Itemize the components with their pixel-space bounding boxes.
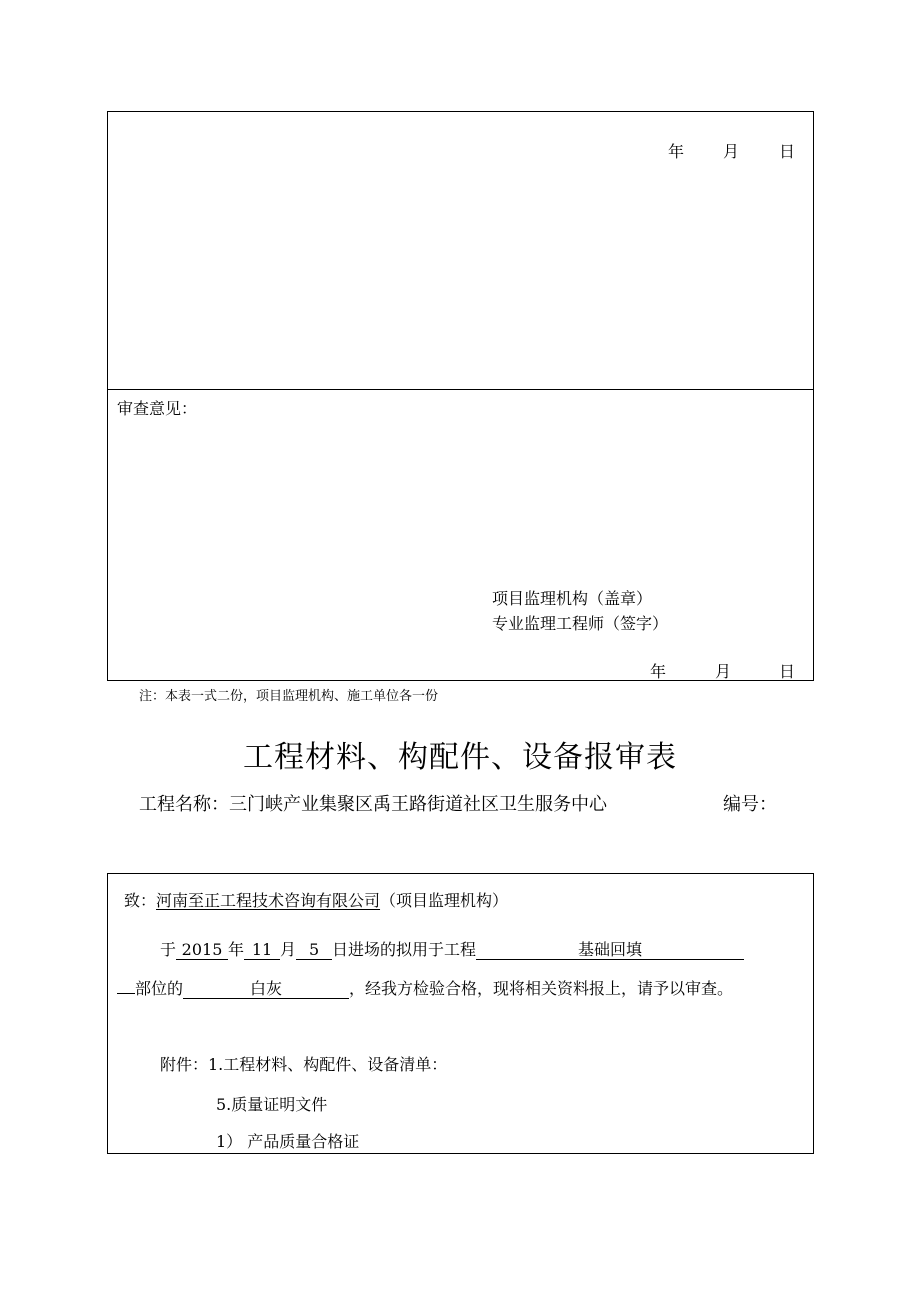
entry-year: 2015: [176, 941, 228, 960]
date-day-top: 日: [779, 142, 796, 161]
entry-line: [160, 937, 744, 960]
entry-year-unit: 年: [228, 940, 245, 959]
project-part: 基础回填: [476, 941, 744, 960]
recipient-line: [124, 888, 508, 911]
entry-month: 11: [244, 941, 280, 960]
material-statement: ，经我方检验合格，现将相关资料报上，请予以审查。: [349, 979, 734, 998]
form-number-label: 编号：: [723, 794, 777, 815]
to-prefix: 致：: [124, 891, 157, 910]
engineer-signature: 专业监理工程师（签字）: [492, 614, 669, 633]
attachment-item-5: 5.质量证明文件: [216, 1095, 328, 1114]
project-name: 工程名称：三门峡产业集聚区禹王路街道社区卫生服务中心: [139, 794, 607, 815]
attachment-label: 附件：1.工程材料、构配件、设备清单：: [160, 1055, 448, 1074]
material-prefix: 部位的: [135, 979, 184, 998]
footnote: 注：本表一式二份，项目监理机构、施工单位各一份: [139, 689, 439, 704]
date-month-bottom: 月: [715, 662, 732, 681]
submission-table: [107, 873, 814, 1154]
supervision-org-seal: 项目监理机构（盖章）: [492, 589, 653, 608]
entry-day: 5: [296, 941, 332, 960]
date-month-top: 月: [723, 142, 740, 161]
material-line-lead: [117, 975, 135, 994]
review-opinion-label: 审查意见：: [117, 399, 198, 418]
material-name: 白灰: [183, 980, 349, 999]
recipient-suffix: （项目监理机构）: [380, 891, 509, 910]
review-table: [107, 111, 814, 681]
entry-prefix: 于: [160, 940, 177, 959]
entry-month-unit: 月: [280, 940, 297, 959]
material-line: [117, 975, 733, 999]
date-year-top: 年: [668, 142, 685, 161]
form-title: 工程材料、构配件、设备报审表: [243, 740, 677, 775]
date-year-bottom: 年: [650, 662, 667, 681]
recipient-name: 河南至正工程技术咨询有限公司: [156, 891, 381, 910]
date-day-bottom: 日: [779, 662, 796, 681]
attachment-item-5-1: 1） 产品质量合格证: [216, 1132, 360, 1151]
review-table-divider: [107, 389, 814, 390]
entry-day-unit: 日进场的拟用于工程: [332, 940, 477, 959]
